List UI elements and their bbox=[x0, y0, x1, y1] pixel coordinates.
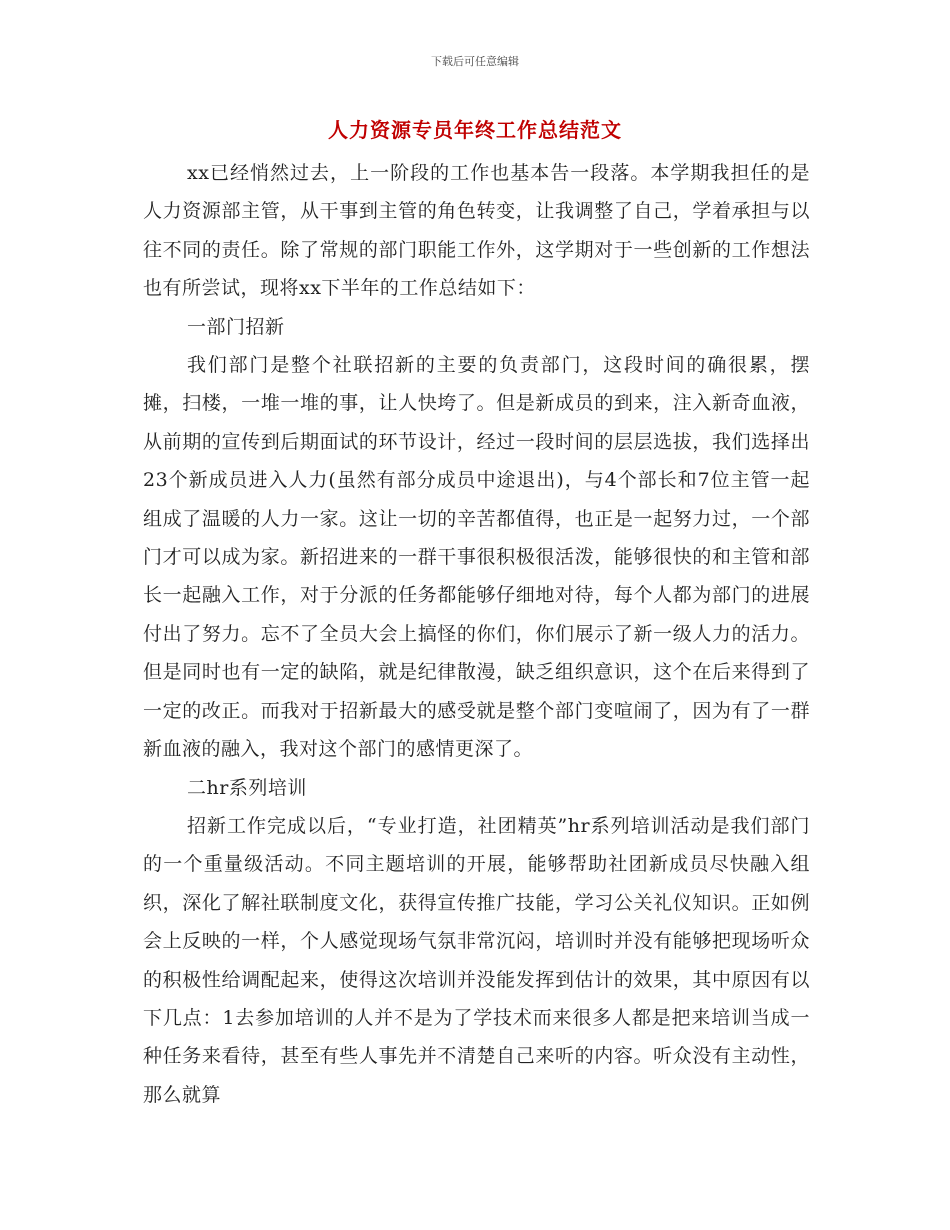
intro-paragraph: xx已经悄然过去，上一阶段的工作也基本告一段落。本学期我担任的是人力资源部主管，从干事到主管的角色转变，让我调整了自己，学着承担与以往不同的责任。除了常规的部门职能工作外，这学期对于一些创新的工作想法也有所尝试，现将xx下半年的工作总结如下： bbox=[143, 162, 810, 300]
document-title: 人力资源专员年终工作总结范文 bbox=[328, 118, 622, 142]
section-heading-recruitment: 一部门招新 bbox=[187, 315, 285, 338]
document-body bbox=[143, 154, 810, 1114]
header-note: 下载后可任意编辑 bbox=[431, 55, 519, 68]
recruitment-paragraph: 我们部门是整个社联招新的主要的负责部门，这段时间的确很累，摆摊，扫楼，一堆一堆的事，让人快垮了。但是新成员的到来，注入新奇血液，从前期的宣传到后期面试的环节设计，经过一段时间的层层选拔，我们选择出23个新成员进入人力(虽然有部分成员中途退出)，与4个部长和7位主管一起组成了温暖的人力一家。这让一切的辛苦都值得，也正是一起努力过，一个部门才可以成为家。新招进来的一群干事很积极很活泼，能够很快的和主管和部长一起融入工作，对于分派的任务都能够仔细地对待，每个人都为部门的进展付出了努力。忘不了全员大会上搞怪的你们，你们展示了新一级人力的活力。但是同时也有一定的缺陷，就是纪律散漫，缺乏组织意识，这个在后来得到了一定的改正。而我对于招新最大的感受就是整个部门变喧闹了，因为有了一群新血液的融入，我对这个部门的感情更深了。 bbox=[143, 354, 810, 761]
section-heading-training: 二hr系列培训 bbox=[187, 776, 307, 799]
training-paragraph: 招新工作完成以后，“专业打造，社团精英”hr系列培训活动是我们部门的一个重量级活动。不同主题培训的开展，能够帮助社团新成员尽快融入组织，深化了解社联制度文化，获得宣传推广技能，学习公关礼仪知识。正如例会上反映的一样，个人感觉现场气氛非常沉闷，培训时并没有能够把现场听众的积极性给调配起来，使得这次培训并没能发挥到估计的效果，其中原因有以下几点：1去参加培训的人并不是为了学技术而来很多人都是把来培训当成一种任务来看待，甚至有些人事先并不清楚自己来听的内容。听众没有主动性，那么就算 bbox=[143, 814, 810, 1106]
